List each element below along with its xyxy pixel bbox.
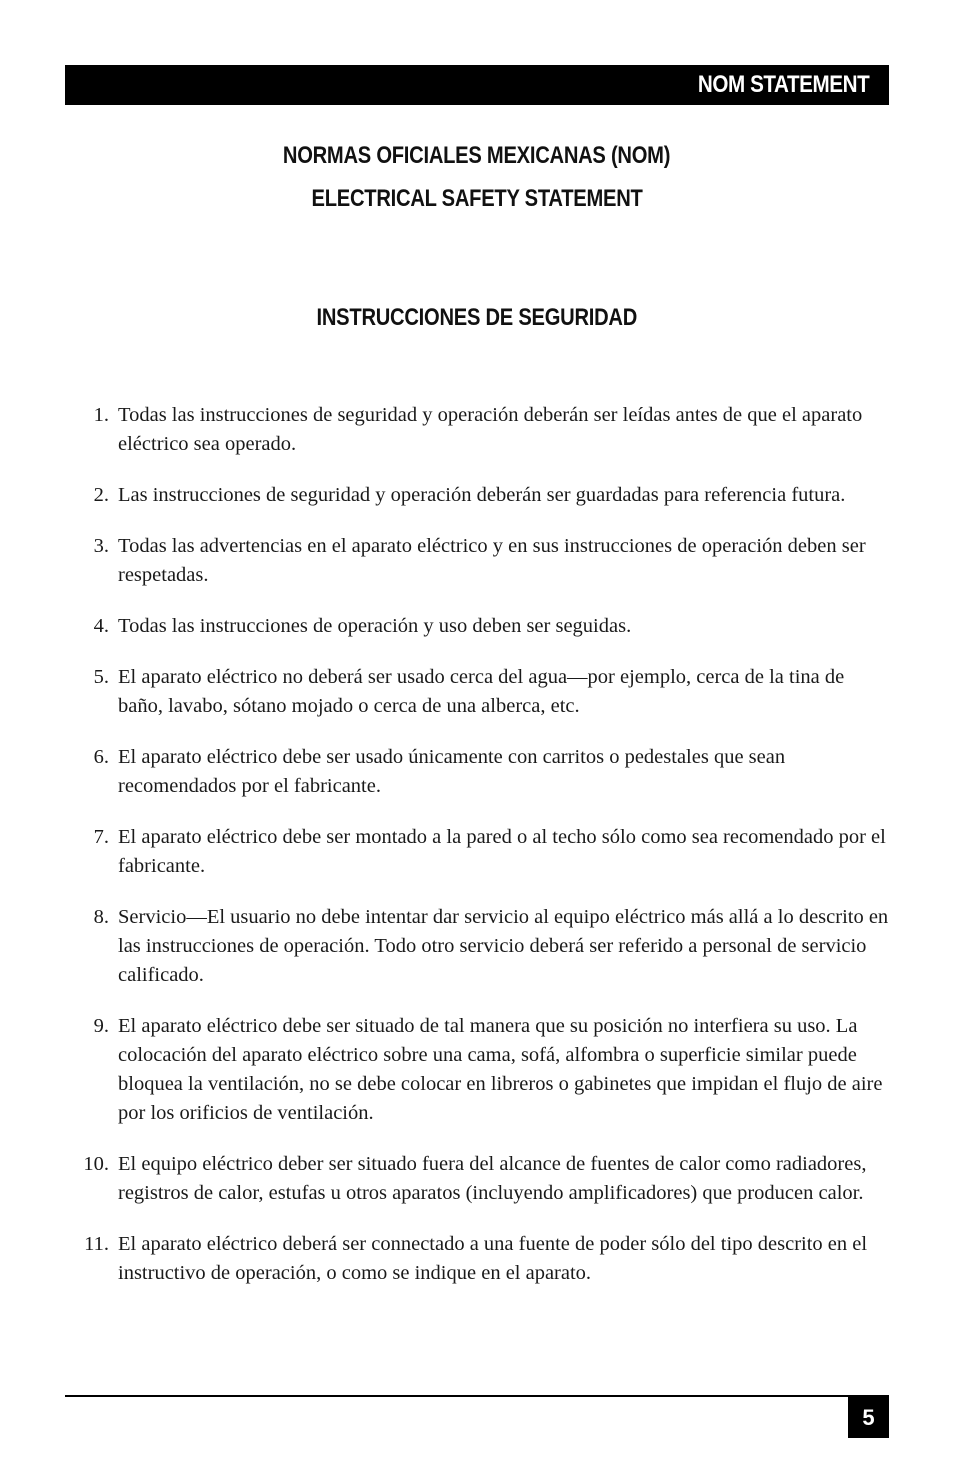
item-text: El equipo eléctrico deber ser situado fuera del alcance de fuentes de calor como radiadores, registros de calor, estufas u otros aparatos (incluyendo amplificadores) que producen calor. <box>118 1153 867 1204</box>
list-item <box>65 481 889 510</box>
section-subtitle-text: INSTRUCCIONES DE SEGURIDAD <box>316 304 638 331</box>
list-item <box>65 401 889 459</box>
page-number: 5 <box>848 1397 889 1438</box>
item-text: Todas las instrucciones de seguridad y operación deberán ser leídas antes de que el aparato eléctrico sea operado. <box>118 404 863 455</box>
item-number: 3. <box>93 535 109 557</box>
footer-divider <box>65 1395 889 1397</box>
list-item <box>65 743 889 801</box>
section-title: NOM STATEMENT <box>697 71 869 98</box>
item-text: El aparato eléctrico no deberá ser usado cerca del agua—por ejemplo, cerca de la tina de baño, lavabo, sótano mojado o cerca de una alberca, etc. <box>118 666 845 717</box>
list-item <box>65 823 889 881</box>
item-number: 8. <box>93 906 109 928</box>
list-item <box>65 532 889 590</box>
section-header-bar <box>65 65 889 105</box>
safety-instructions-list <box>65 401 889 1310</box>
document-title-line-2-text: ELECTRICAL SAFETY STATEMENT <box>311 185 643 212</box>
list-item <box>65 1230 889 1288</box>
item-number: 9. <box>93 1015 109 1037</box>
item-text: Las instrucciones de seguridad y operación deberán ser guardadas para referencia futura. <box>118 484 846 506</box>
list-item <box>65 612 889 641</box>
item-number: 1. <box>93 404 109 426</box>
item-text: El aparato eléctrico deberá ser connectado a una fuente de poder sólo del tipo descrito en el instructivo de operación, o como se indique en el aparato. <box>118 1233 868 1284</box>
item-number: 4. <box>93 615 109 637</box>
item-number: 6. <box>93 746 109 768</box>
item-number: 7. <box>93 826 109 848</box>
list-item <box>65 663 889 721</box>
document-title-line-1 <box>0 142 954 170</box>
item-text: Servicio—El usuario no debe intentar dar servicio al equipo eléctrico más allá a lo descrito en las instrucciones de operación. Todo otro servicio deberá ser referido a personal de servicio calificado. <box>118 906 889 986</box>
item-number: 10. <box>83 1153 109 1175</box>
section-subtitle <box>0 304 954 332</box>
item-text: Todas las instrucciones de operación y uso deben ser seguidas. <box>118 615 632 637</box>
item-text: El aparato eléctrico debe ser usado únicamente con carritos o pedestales que sean recomendados por el fabricante. <box>118 746 786 797</box>
document-title-line-2 <box>0 185 954 213</box>
list-item <box>65 1012 889 1128</box>
list-item <box>65 903 889 990</box>
item-number: 2. <box>93 484 109 506</box>
item-text: El aparato eléctrico debe ser situado de tal manera que su posición no interfiera su uso. La colocación del aparato eléctrico sobre una cama, sofá, alfombra o superficie similar puede bloquea la ventilación, no se debe colocar en libreros o gabinetes que impidan el flujo de aire por los orificios de ventilación. <box>118 1015 883 1124</box>
item-number: 11. <box>84 1233 109 1255</box>
list-item <box>65 1150 889 1208</box>
item-text: El aparato eléctrico debe ser montado a la pared o al techo sólo como sea recomendado por el fabricante. <box>118 826 886 877</box>
document-title-line-1-text: NORMAS OFICIALES MEXICANAS (NOM) <box>283 142 671 169</box>
item-text: Todas las advertencias en el aparato eléctrico y en sus instrucciones de operación deben ser respetadas. <box>118 535 866 586</box>
item-number: 5. <box>93 666 109 688</box>
